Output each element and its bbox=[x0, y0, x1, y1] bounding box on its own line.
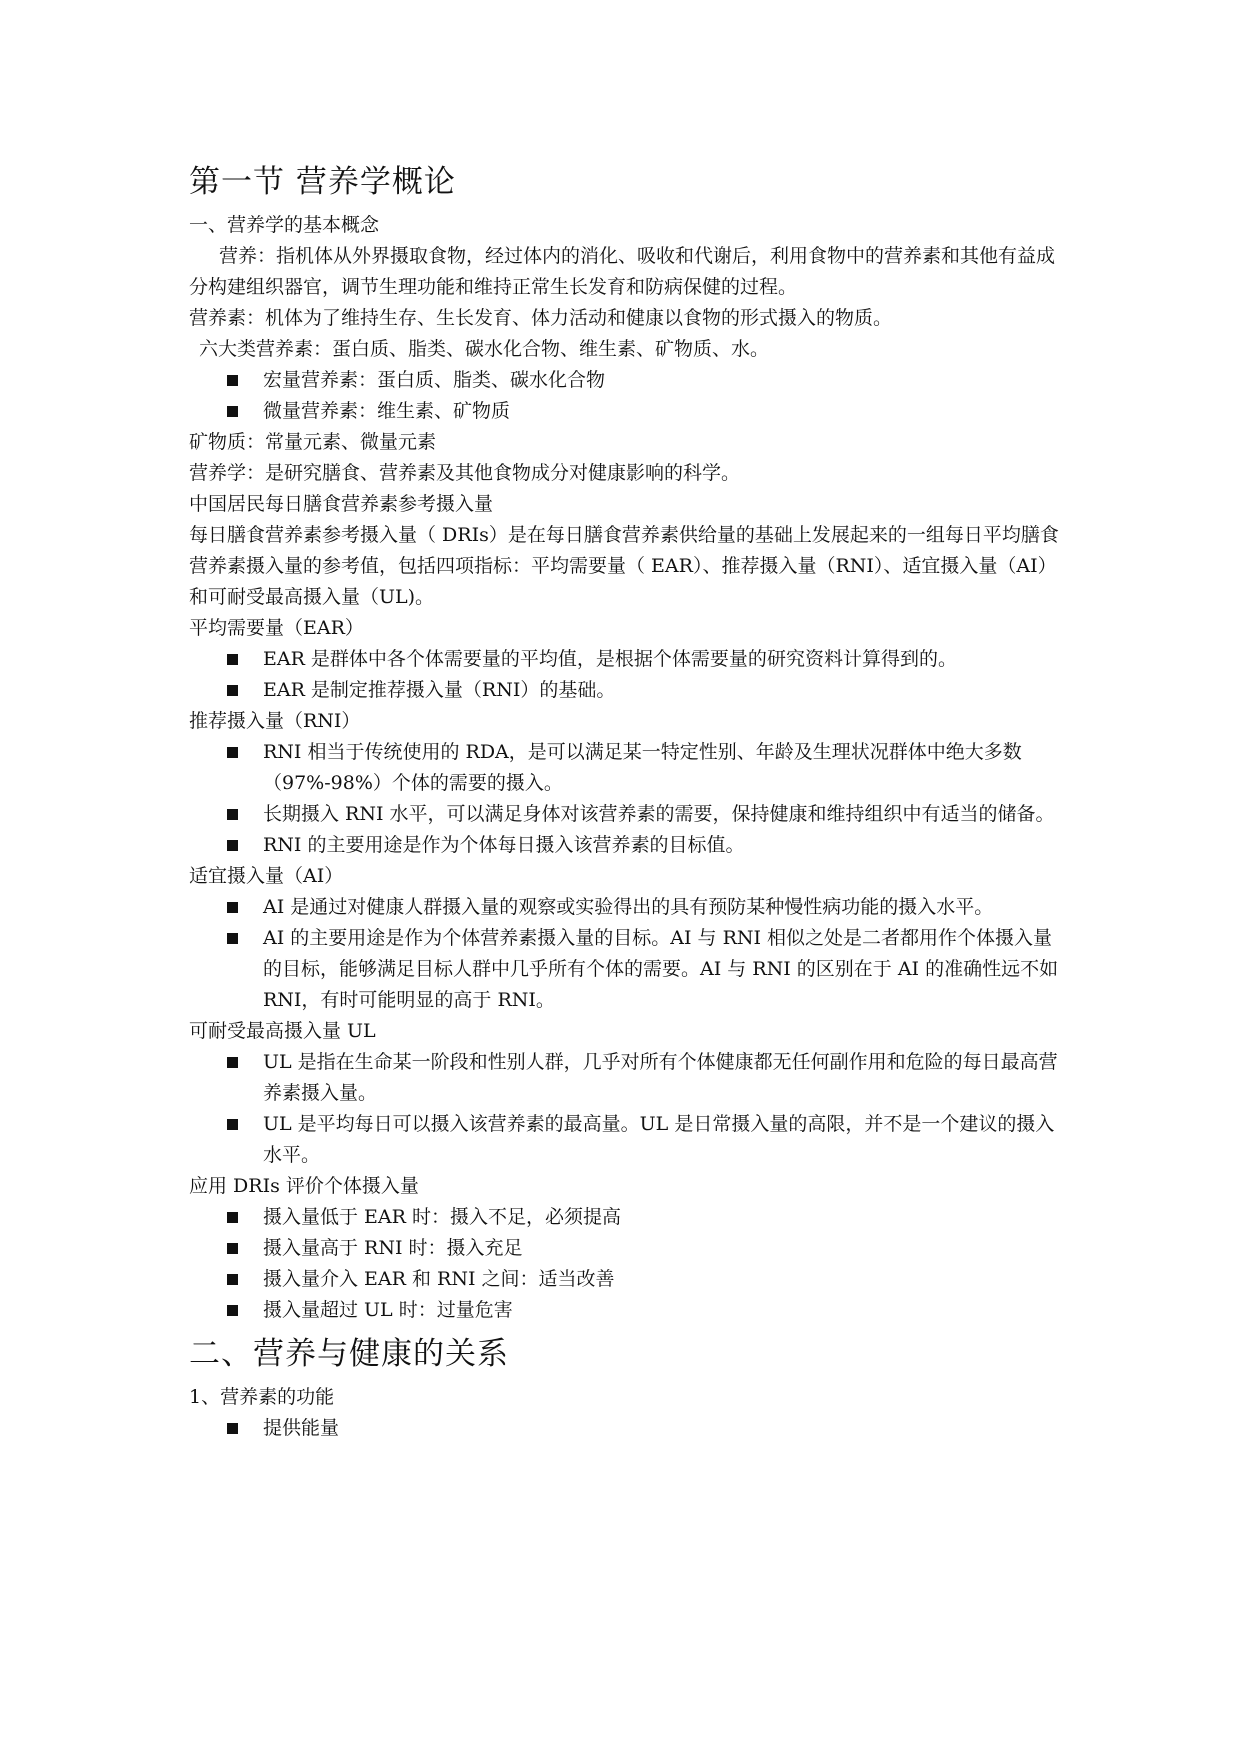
square-bullet-icon bbox=[227, 933, 238, 944]
rni-list bbox=[189, 737, 1059, 861]
ul-list bbox=[189, 1047, 1059, 1171]
section-1-heading: 一、营养学的基本概念 bbox=[189, 214, 380, 236]
list-item: EAR 是群体中各个体需要量的平均值，是根据个体需要量的研究资料计算得到的。 bbox=[227, 644, 1059, 675]
ai-list bbox=[189, 892, 1059, 1016]
rni-heading: 推荐摄入量（RNI） bbox=[189, 710, 361, 732]
list-item: AI 是通过对健康人群摄入量的观察或实验得出的具有预防某种慢性病功能的摄入水平。 bbox=[227, 892, 1059, 923]
square-bullet-icon bbox=[227, 654, 238, 665]
page-title: 第一节 营养学概论 bbox=[189, 164, 456, 200]
document-page bbox=[189, 160, 1059, 1444]
list-item: AI 的主要用途是作为个体营养素摄入量的目标。AI 与 RNI 相似之处是二者都用作个体摄入量的目标，能够满足目标人群中几乎所有个体的需要。AI 与 RNI 的区别在于 AI 的准确性远不如 RNI，有时可能明显的高于 RNI。 bbox=[227, 923, 1059, 1016]
square-bullet-icon bbox=[227, 902, 238, 913]
list-item: 摄入量超过 UL 时：过量危害 bbox=[227, 1295, 1059, 1326]
six-nutrients-list bbox=[189, 365, 1059, 427]
paragraph-dri-description: 每日膳食营养素参考摄入量（ DRIs）是在每日膳食营养素供给量的基础上发展起来的一组每日平均膳食营养素摄入量的参考值，包括四项指标：平均需要量（ EAR）、推荐摄入量（RNI）、适宜摄入量（AI）和可耐受最高摄入量（UL)。 bbox=[189, 524, 1059, 608]
list-item: 摄入量介入 EAR 和 RNI 之间：适当改善 bbox=[227, 1264, 1059, 1295]
paragraph-mineral: 矿物质：常量元素、微量元素 bbox=[189, 431, 437, 453]
square-bullet-icon bbox=[227, 406, 238, 417]
nutrient-function-heading: 1、营养素的功能 bbox=[189, 1386, 335, 1408]
paragraph-dri-title: 中国居民每日膳食营养素参考摄入量 bbox=[189, 493, 494, 515]
apply-dri-heading: 应用 DRIs 评价个体摄入量 bbox=[189, 1175, 419, 1197]
list-item: 长期摄入 RNI 水平，可以满足身体对该营养素的需要，保持健康和维持组织中有适当的储备。 bbox=[227, 799, 1059, 830]
paragraph-nutrition-science: 营养学：是研究膳食、营养素及其他食物成分对健康影响的科学。 bbox=[189, 462, 741, 484]
square-bullet-icon bbox=[227, 685, 238, 696]
square-bullet-icon bbox=[227, 840, 238, 851]
square-bullet-icon bbox=[227, 1274, 238, 1285]
list-item: UL 是平均每日可以摄入该营养素的最高量。UL 是日常摄入量的高限，并不是一个建议的摄入水平。 bbox=[227, 1109, 1059, 1171]
list-item: 微量营养素：维生素、矿物质 bbox=[227, 396, 1059, 427]
ear-list bbox=[189, 644, 1059, 706]
paragraph-nutrient: 营养素：机体为了维持生存、生长发育、体力活动和健康以食物的形式摄入的物质。 bbox=[189, 307, 893, 329]
ul-heading: 可耐受最高摄入量 UL bbox=[189, 1020, 376, 1042]
list-item: RNI 的主要用途是作为个体每日摄入该营养素的目标值。 bbox=[227, 830, 1059, 861]
paragraph-nutrition: 营养：指机体从外界摄取食物，经过体内的消化、吸收和代谢后，利用食物中的营养素和其他有益成分构建组织器官，调节生理功能和维持正常生长发育和防病保健的过程。 bbox=[189, 245, 1056, 298]
list-item: 摄入量低于 EAR 时：摄入不足，必须提高 bbox=[227, 1202, 1059, 1233]
apply-dri-list bbox=[189, 1202, 1059, 1326]
section-2-heading: 二、营养与健康的关系 bbox=[189, 1336, 509, 1372]
square-bullet-icon bbox=[227, 1057, 238, 1068]
square-bullet-icon bbox=[227, 809, 238, 820]
square-bullet-icon bbox=[227, 747, 238, 758]
paragraph-six-nutrients: 六大类营养素：蛋白质、脂类、碳水化合物、维生素、矿物质、水。 bbox=[199, 338, 770, 360]
list-item: 提供能量 bbox=[227, 1413, 1059, 1444]
list-item: 摄入量高于 RNI 时：摄入充足 bbox=[227, 1233, 1059, 1264]
square-bullet-icon bbox=[227, 1243, 238, 1254]
nutrient-function-list bbox=[189, 1413, 1059, 1444]
square-bullet-icon bbox=[227, 375, 238, 386]
list-item: UL 是指在生命某一阶段和性别人群，几乎对所有个体健康都无任何副作用和危险的每日最高营养素摄入量。 bbox=[227, 1047, 1059, 1109]
list-item: RNI 相当于传统使用的 RDA，是可以满足某一特定性别、年龄及生理状况群体中绝大多数（97%-98%）个体的需要的摄入。 bbox=[227, 737, 1059, 799]
ai-heading: 适宜摄入量（AI） bbox=[189, 865, 344, 887]
square-bullet-icon bbox=[227, 1119, 238, 1130]
ear-heading: 平均需要量（EAR） bbox=[189, 617, 364, 639]
list-item: EAR 是制定推荐摄入量（RNI）的基础。 bbox=[227, 675, 1059, 706]
square-bullet-icon bbox=[227, 1305, 238, 1316]
square-bullet-icon bbox=[227, 1212, 238, 1223]
list-item: 宏量营养素：蛋白质、脂类、碳水化合物 bbox=[227, 365, 1059, 396]
square-bullet-icon bbox=[227, 1423, 238, 1434]
